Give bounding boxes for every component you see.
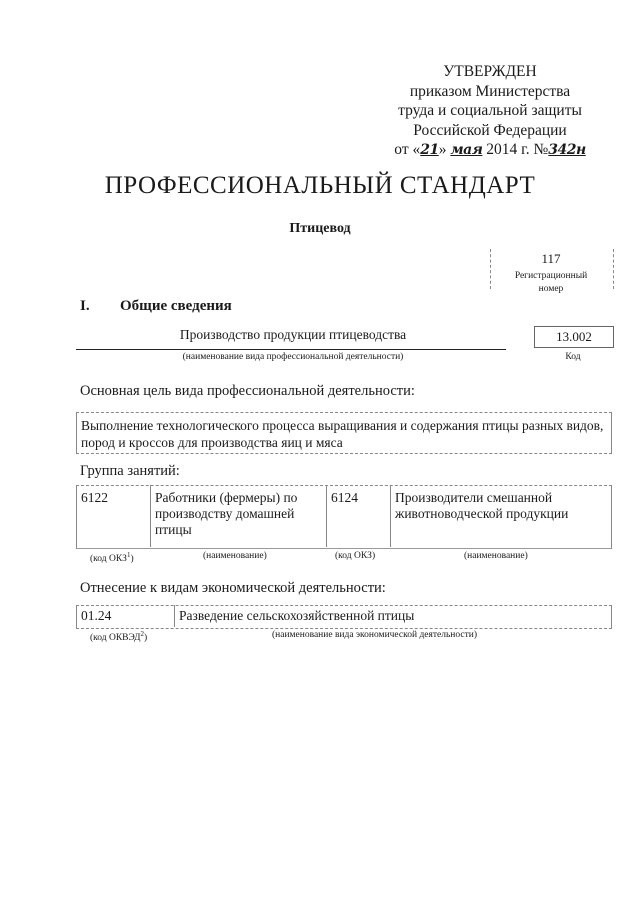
approval-country-line: Российской Федерации bbox=[413, 121, 567, 139]
occupation-name-1: Работники (фермеры) по производству домашней птицы bbox=[155, 490, 298, 537]
okved-name-caption: (наименование вида экономической деятельности) bbox=[272, 630, 477, 640]
table-divider bbox=[150, 485, 151, 547]
okved-code: 01.24 bbox=[81, 608, 112, 623]
activity-underline bbox=[76, 349, 506, 350]
okz-code-caption-2: (код ОКЗ) bbox=[335, 551, 376, 561]
approval-block bbox=[370, 62, 610, 161]
occupation-group-label: Группа занятий: bbox=[80, 463, 180, 479]
section-title: Общие сведения bbox=[120, 298, 232, 314]
occupation-name-2: Производители смешанной животноводческой продукции bbox=[395, 490, 569, 521]
handwritten-order-number: 342н bbox=[548, 142, 586, 158]
okz-code-caption-end: ) bbox=[130, 554, 134, 565]
activity-code: 13.002 bbox=[534, 326, 614, 348]
okved-code-caption-text: (код ОКВЭД bbox=[90, 633, 141, 644]
okz-code-caption-text: (код ОКЗ bbox=[90, 554, 127, 565]
okved-name: Разведение сельскохозяйственной птицы bbox=[179, 608, 415, 623]
footnote-marker: 2 bbox=[140, 630, 144, 638]
approval-order-line: приказом Министерства bbox=[409, 82, 571, 100]
okved-code-caption bbox=[90, 630, 147, 643]
handwritten-day: 21 bbox=[420, 142, 439, 158]
date-mid: » bbox=[438, 141, 451, 158]
occupation-code-2: 6124 bbox=[331, 490, 358, 505]
date-prefix: от « bbox=[394, 141, 421, 158]
goal-label: Основная цель вида профессиональной деятельности: bbox=[80, 383, 415, 399]
occupation-name-caption: (наименование) bbox=[203, 551, 267, 561]
approval-date-line bbox=[370, 140, 610, 161]
date-year: 2014 г. № bbox=[482, 141, 549, 158]
goal-text: Выполнение технологического процесса выращивания и содержания птицы разных видов, пород и кроссов для производства яиц и мяса bbox=[81, 418, 604, 450]
table-divider bbox=[174, 605, 175, 627]
registration-label bbox=[490, 270, 612, 296]
table-divider bbox=[390, 485, 391, 547]
activity-caption: (наименование вида профессиональной деятельности) bbox=[182, 352, 404, 362]
handwritten-month: мая bbox=[450, 142, 483, 158]
registration-label-line2: номер bbox=[538, 284, 564, 294]
registration-label-line1: Регистрационный bbox=[514, 271, 588, 281]
document-title: ПРОФЕССИОНАЛЬНЫЙ СТАНДАРТ bbox=[104, 172, 536, 199]
footnote-marker: 1 bbox=[126, 551, 131, 559]
profession-title: Птицевод bbox=[289, 221, 351, 236]
approval-heading: УТВЕРЖДЕН bbox=[443, 63, 537, 80]
occupation-code-1: 6122 bbox=[81, 490, 108, 505]
occupation-name-caption-2: (наименование) bbox=[464, 551, 528, 561]
economic-activity-label: Отнесение к видам экономической деятельности: bbox=[80, 580, 386, 596]
registration-number: 117 bbox=[541, 251, 561, 266]
okz-code-caption bbox=[90, 551, 134, 564]
activity-code-caption: Код bbox=[565, 352, 581, 362]
okved-code-caption-end: ) bbox=[143, 633, 148, 644]
section-number: I. bbox=[80, 298, 90, 314]
table-divider bbox=[326, 485, 327, 547]
approval-ministry-line: труда и социальной защиты bbox=[398, 102, 582, 119]
activity-name: Производство продукции птицеводства bbox=[179, 327, 407, 342]
